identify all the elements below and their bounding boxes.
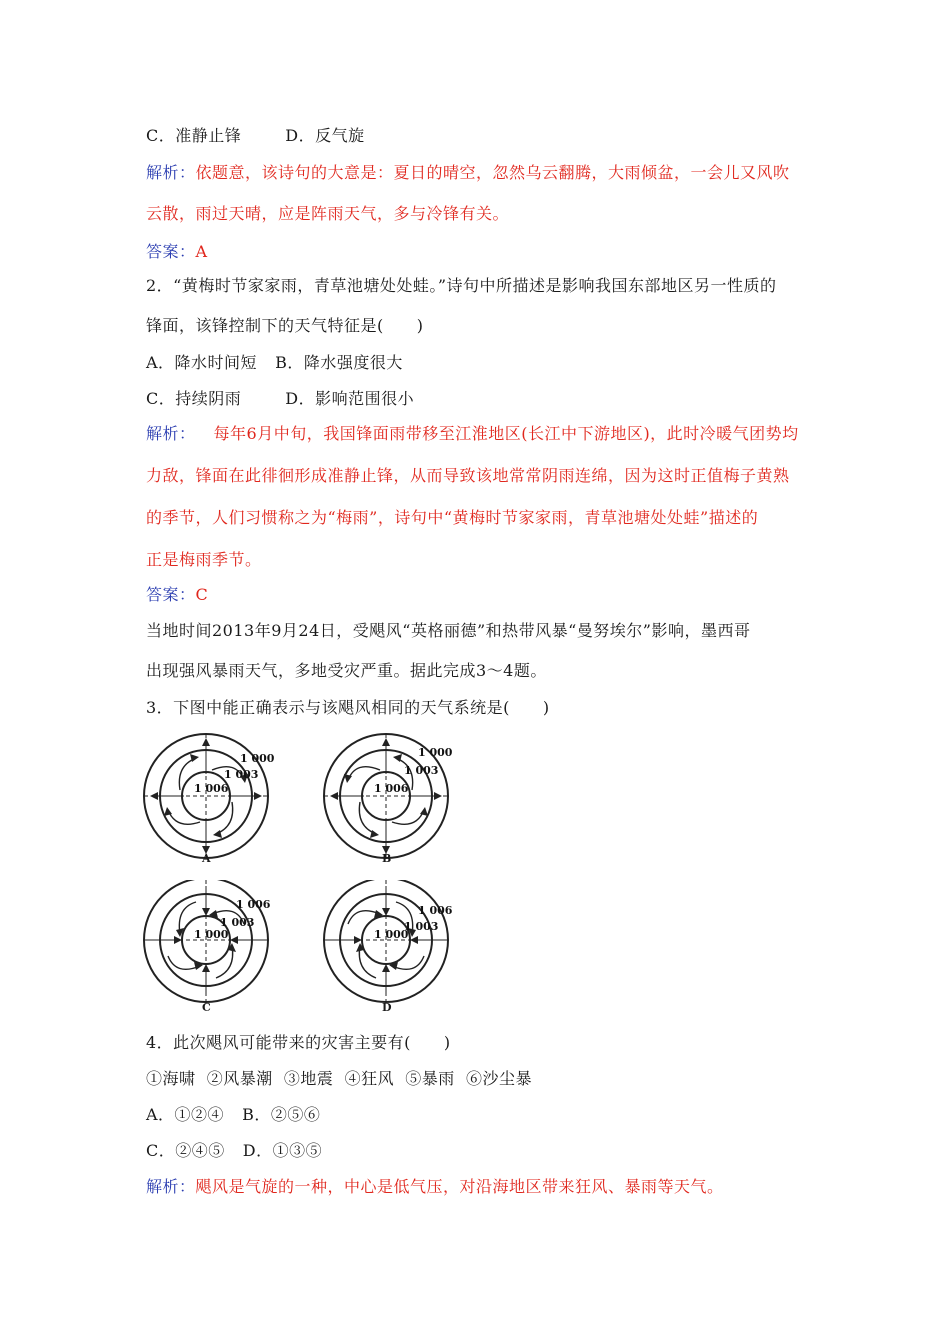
q2-analysis-text-1: 每年6月中旬，我国锋面雨带移至江淮地区(长江中下游地区)，此时冷暖气团势均: [213, 424, 799, 443]
pressure-diagram-d: [320, 880, 460, 1020]
q4-analysis: [146, 1177, 724, 1197]
q2-answer-label: 答案：: [146, 585, 196, 604]
q4-item-2: ②风暴潮: [206, 1069, 273, 1088]
q4-option-d: D．①③⑤: [242, 1141, 323, 1160]
q4-item-5: ⑤暴雨: [405, 1069, 455, 1088]
diagram-a-caption: A: [202, 852, 211, 865]
diagram-d-middle-label: 1 003: [404, 920, 439, 933]
q2-analysis-text-4: 正是梅雨季节。: [146, 550, 262, 569]
q2-analysis-label: 解析：: [146, 424, 196, 443]
diagram-c-outer-label: 1 006: [236, 898, 271, 911]
q2-answer-value: C: [195, 585, 209, 604]
q4-option-a: A．①②④: [146, 1105, 225, 1124]
diagram-a-inner-label: 1 006: [194, 782, 229, 795]
q1-analysis-text-2: 云散，雨过天晴，应是阵雨天气，多与冷锋有关。: [146, 204, 510, 223]
intro-text-2: 出现强风暴雨天气，多地受灾严重。据此完成3～4题。: [146, 661, 547, 680]
diagram-d-svg: [320, 880, 460, 1020]
q1-options-cd: [146, 126, 365, 146]
q2-stem-1: 2．“黄梅时节家家雨，青草池塘处处蛙。”诗句中所描述是影响我国东部地区另一性质的: [146, 276, 777, 295]
q4-item-3: ③地震: [283, 1069, 334, 1088]
diagram-d-outer-label: 1 006: [418, 904, 453, 917]
intro-text-1: 当地时间2013年9月24日，受飓风“英格丽德”和热带风暴“曼努埃尔”影响，墨西哥: [146, 621, 751, 640]
q2-analysis-text-3: 的季节，人们习惯称之为“梅雨”，诗句中“黄梅时节家家雨，青草池塘处处蛙”描述的: [146, 508, 759, 527]
q1-answer: [146, 242, 208, 262]
pressure-diagram-c: [140, 880, 280, 1020]
q2-analysis-line-1: [146, 424, 799, 444]
q2-options-cd: [146, 389, 414, 409]
q2-analysis-text-2: 力敌，锋面在此徘徊形成准静止锋，从而导致该地常常阴雨连绵，因为这时正值梅子黄熟: [146, 466, 790, 485]
diagram-c-caption: C: [202, 1001, 211, 1014]
q3-stem: 3．下图中能正确表示与该飓风相同的天气系统是( ): [146, 698, 550, 717]
diagram-b-svg: [320, 730, 460, 870]
pressure-diagram-a: [140, 730, 280, 870]
diagram-b-caption: B: [382, 852, 392, 865]
diagram-b-middle-label: 1 003: [404, 764, 439, 777]
q4-analysis-label: 解析：: [146, 1177, 196, 1196]
q4-item-6: ⑥沙尘暴: [465, 1069, 532, 1088]
q2-option-b: B．降水强度很大: [275, 353, 403, 372]
q1-answer-value: A: [195, 242, 208, 261]
diagram-d-caption: D: [382, 1001, 392, 1014]
q1-option-c: C．准静止锋: [146, 126, 242, 145]
diagram-c-middle-label: 1 003: [220, 916, 255, 929]
q4-option-b: B．②⑤⑥: [242, 1105, 321, 1124]
q2-option-d: D．影响范围很小: [285, 389, 415, 408]
q4-options-cd: [146, 1141, 322, 1161]
q2-option-c: C．持续阴雨: [146, 389, 242, 408]
q2-options-ab: [146, 353, 403, 373]
q1-analysis-text-1: 依题意，该诗句的大意是：夏日的晴空，忽然乌云翻腾，大雨倾盆，一会儿又风吹: [195, 163, 790, 182]
diagram-c-svg: [140, 880, 280, 1020]
q1-option-d: D．反气旋: [285, 126, 365, 145]
diagram-a-outer-label: 1 000: [240, 752, 275, 765]
diagram-a-svg: [140, 730, 280, 870]
q4-items: [146, 1069, 532, 1089]
q4-analysis-text-1: 飓风是气旋的一种，中心是低气压，对沿海地区带来狂风、暴雨等天气。: [195, 1177, 724, 1196]
q4-options-ab: [146, 1105, 320, 1125]
q1-analysis-line-1: [146, 163, 790, 183]
q4-item-4: ④狂风: [344, 1069, 395, 1088]
q1-analysis-label: 解析：: [146, 163, 196, 182]
q4-option-c: C．②④⑤: [146, 1141, 225, 1160]
diagram-c-inner-label: 1 000: [194, 928, 229, 941]
q4-item-1: ①海啸: [146, 1069, 196, 1088]
q4-stem: 4．此次飓风可能带来的灾害主要有( ): [146, 1033, 451, 1052]
q2-stem-2: 锋面，该锋控制下的天气特征是( ): [146, 316, 424, 335]
q1-answer-label: 答案：: [146, 242, 196, 261]
diagram-a-middle-label: 1 003: [224, 768, 259, 781]
diagram-b-inner-label: 1 006: [374, 782, 409, 795]
q2-answer: [146, 585, 208, 605]
q2-option-a: A．降水时间短: [146, 353, 258, 372]
diagram-d-inner-label: 1 000: [374, 928, 409, 941]
pressure-diagram-b: [320, 730, 460, 870]
diagram-b-outer-label: 1 000: [418, 746, 453, 759]
